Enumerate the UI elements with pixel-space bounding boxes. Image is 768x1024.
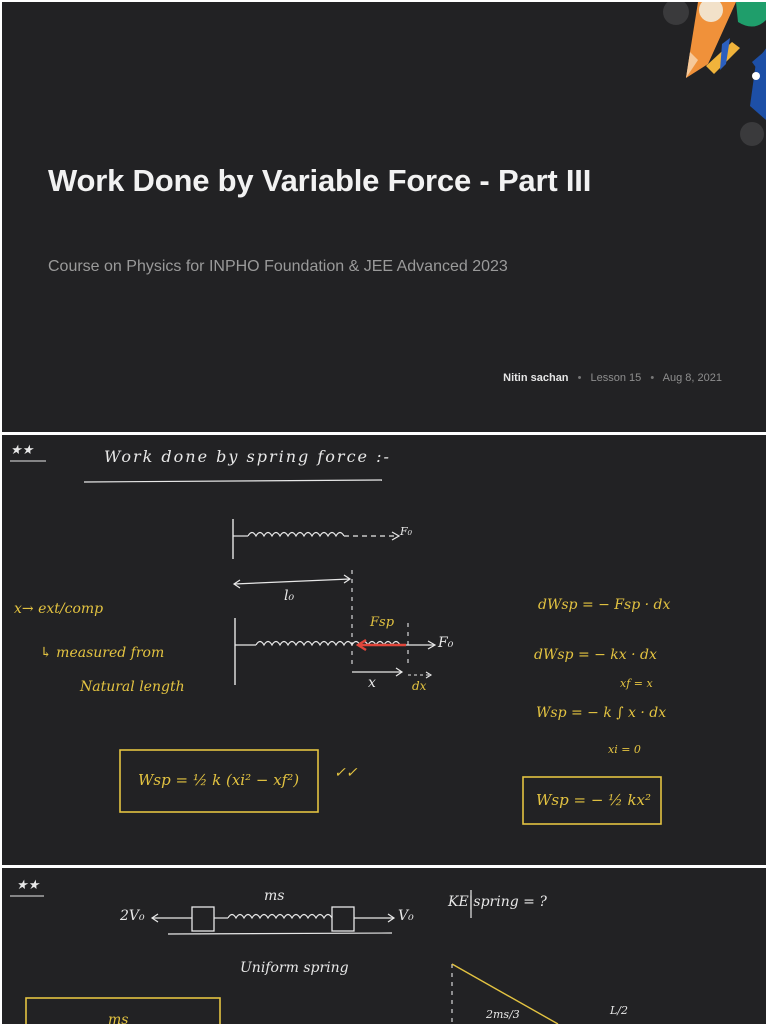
- meta-separator: •: [650, 372, 655, 384]
- check-mark: ✓✓: [334, 765, 358, 781]
- label-spring-mass: ms: [264, 888, 285, 904]
- label-l-half: L/2: [610, 1004, 629, 1017]
- label-spring-force: Fsp: [370, 615, 395, 630]
- equation-dw-fsp: dWsp = − Fsp · dx: [538, 597, 671, 613]
- ke-spring-question: KE|spring = ?: [448, 894, 547, 910]
- course-subtitle: Course on Physics for INPHO Foundation & JEE Advanced 2023: [48, 258, 508, 275]
- label-velocity-left: 2V₀: [120, 908, 145, 924]
- label-dx: dx: [412, 679, 427, 693]
- title-slide: [2, 2, 766, 432]
- boxed-result-right: Wsp = − ½ kx²: [536, 791, 652, 809]
- label-extension: x: [368, 675, 376, 691]
- star-mark-2: ★★: [16, 878, 40, 893]
- notes-slide-spring-ke: [2, 868, 766, 1024]
- lesson-date: Aug 8, 2021: [662, 372, 722, 384]
- notes-slide-spring-work: [2, 435, 766, 865]
- label-applied-force: F₀: [438, 635, 454, 651]
- note-natural-length: Natural length: [80, 679, 185, 695]
- lesson-number: Lesson 15: [590, 372, 642, 384]
- note-ext-comp: x→ ext/comp: [14, 601, 104, 617]
- label-natural-length: l₀: [284, 588, 295, 604]
- meta-separator: •: [577, 372, 582, 384]
- box-label-ms: ms: [108, 1012, 129, 1024]
- integral-upper-limit: xf = x: [620, 677, 653, 690]
- lesson-meta: [503, 372, 722, 384]
- label-velocity-right: V₀: [398, 908, 414, 924]
- author-name: Nitin sachan: [503, 372, 569, 384]
- notes-heading: Work done by spring force :-: [104, 447, 391, 466]
- pencil-decoration-icon: [526, 2, 766, 162]
- caption-uniform-spring: Uniform spring: [240, 960, 349, 976]
- label-two-ms-three: 2ms/3: [486, 1008, 520, 1021]
- equation-w-integral: Wsp = − k ∫ x · dx: [536, 705, 667, 721]
- page-title: Work Done by Variable Force - Part III: [48, 163, 592, 198]
- integral-lower-limit: xi = 0: [608, 743, 641, 756]
- note-measured-from: ↳ measured from: [40, 645, 165, 661]
- equation-dw-kx: dWsp = − kx · dx: [534, 647, 657, 663]
- boxed-result-left: Wsp = ½ k (xi² − xf²): [138, 771, 300, 789]
- label-f0-top: F₀: [400, 525, 413, 538]
- handwritten-diagram-2: [2, 868, 766, 1024]
- star-mark: ★★: [10, 443, 34, 458]
